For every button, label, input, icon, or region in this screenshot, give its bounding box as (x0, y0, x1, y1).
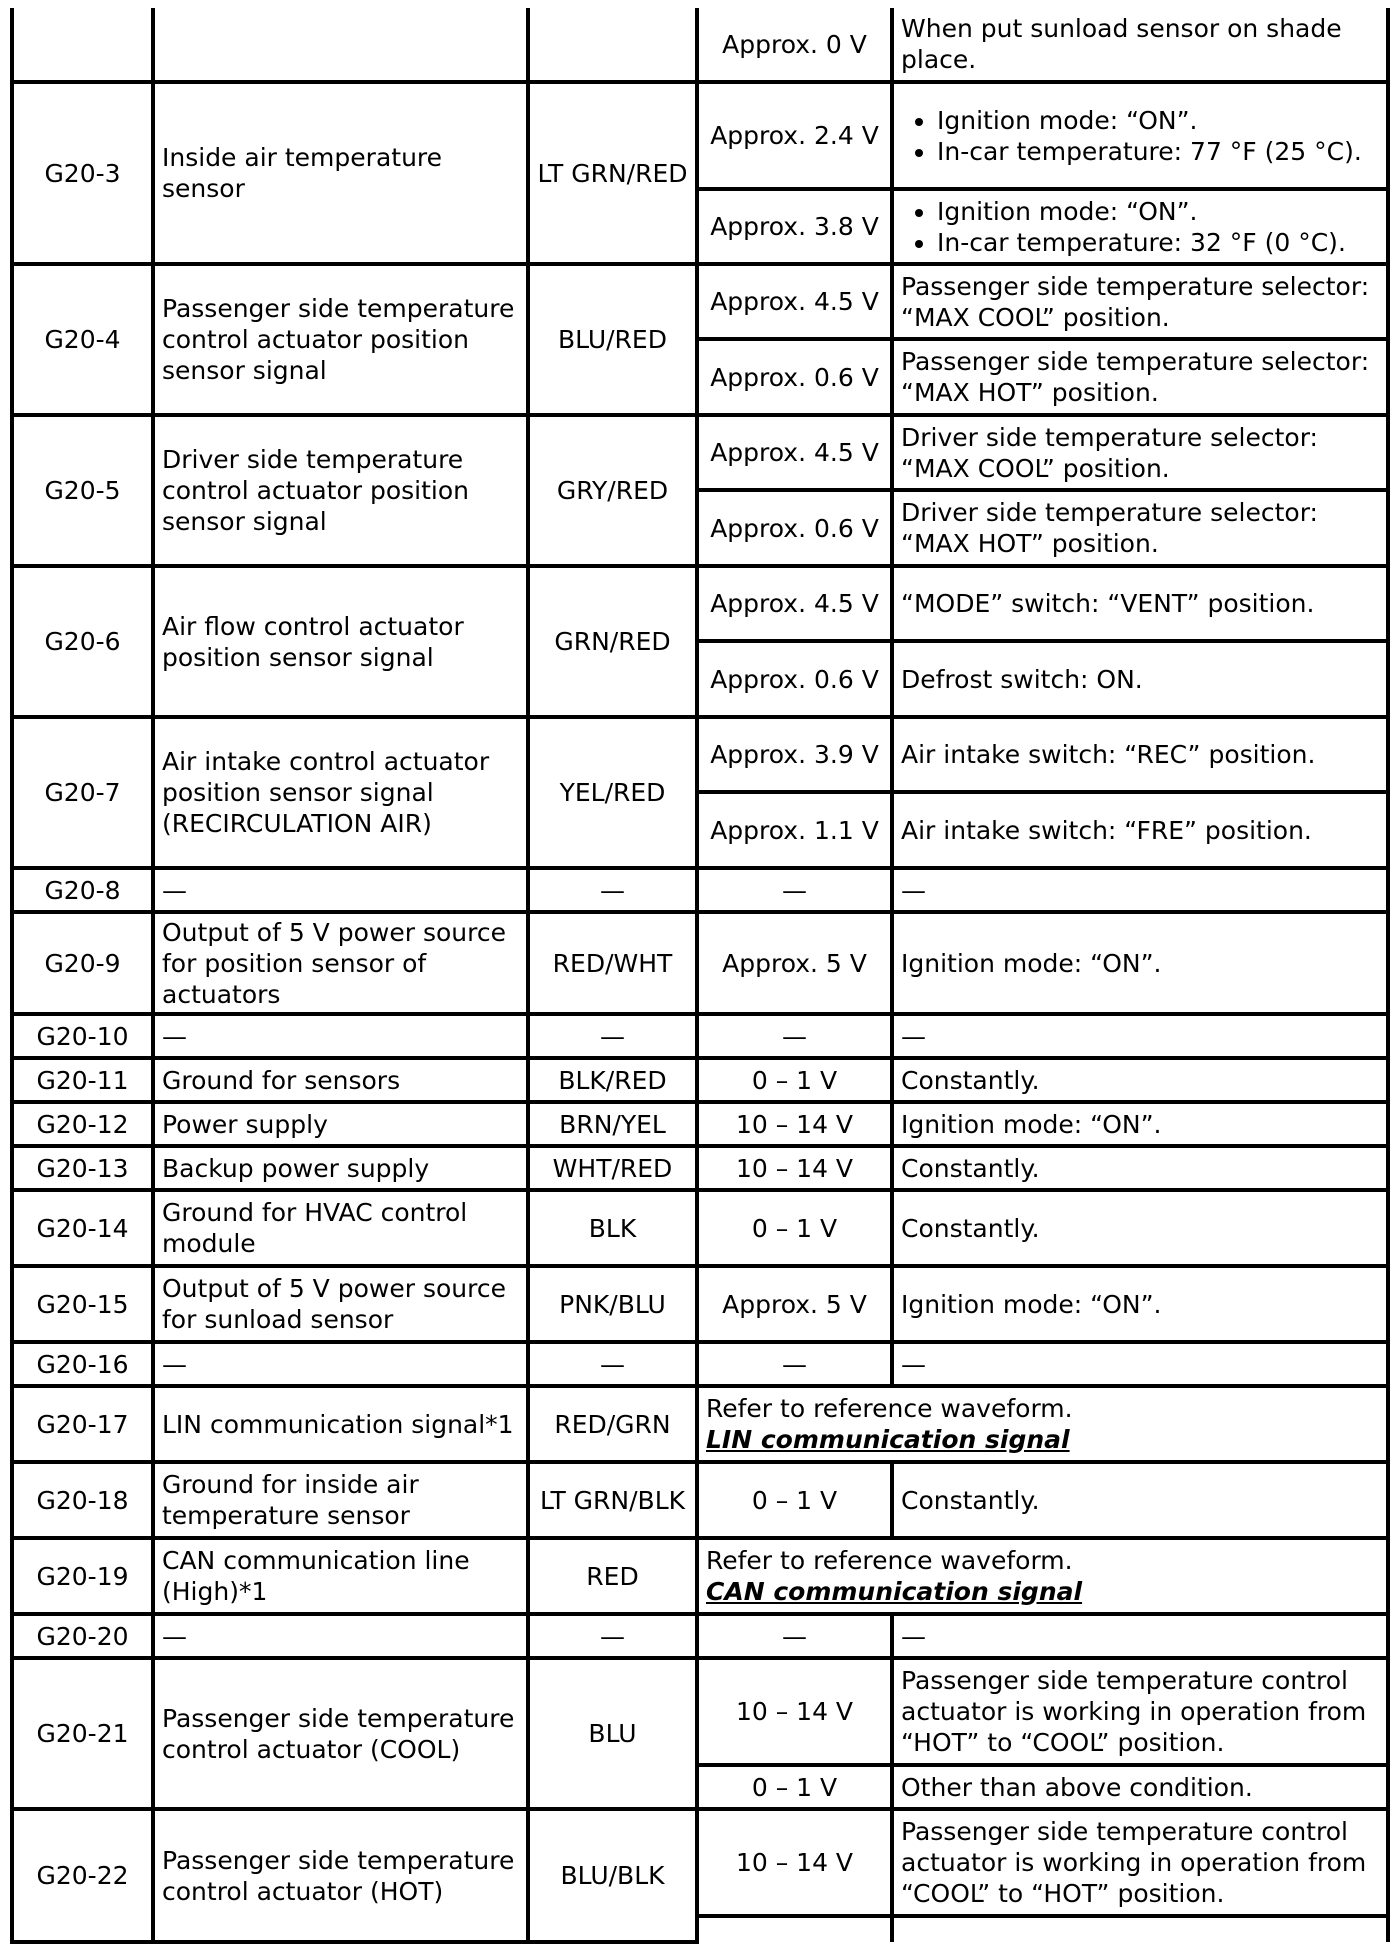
specified-value-cell: Approx. 2.4 V (697, 82, 892, 189)
waveform-link[interactable]: LIN communication signal (706, 1425, 1070, 1454)
condition-cell: Driver side temperature selector: “MAX COOL” position. (892, 415, 1388, 490)
description-cell: Backup power supply (153, 1146, 528, 1190)
terminal-cell: G20-14 (12, 1190, 153, 1266)
table-row (12, 264, 1388, 339)
terminal-spec-table (10, 8, 1390, 1944)
wire-color-cell: GRY/RED (528, 415, 697, 566)
condition-bullet: • In-car temperature: 77 °F (25 °C). (937, 136, 1379, 167)
terminal-cell: G20-20 (12, 1614, 153, 1658)
specified-value-cell: Approx. 4.5 V (697, 566, 892, 641)
specified-value-cell: 10 – 14 V (697, 1809, 892, 1916)
description-cell: Power supply (153, 1102, 528, 1146)
specified-value-cell: — (697, 1614, 892, 1658)
waveform-reference-text: Refer to reference waveform. (706, 1546, 1073, 1575)
wire-color-cell: — (528, 868, 697, 912)
wire-color-cell: BLU/BLK (528, 1809, 697, 1942)
description-cell: LIN communication signal*1 (153, 1386, 528, 1462)
specified-value-cell: Approx. 3.9 V (697, 717, 892, 792)
specified-value-cell: — (697, 868, 892, 912)
condition-cell (892, 1916, 1388, 1942)
waveform-reference-cell (697, 1386, 1388, 1462)
description-cell: Ground for sensors (153, 1058, 528, 1102)
condition-cell: Passenger side temperature control actuator is working in operation from “HOT” to “COOL” position. (892, 1658, 1388, 1765)
description-cell: Passenger side temperature control actuator (HOT) (153, 1809, 528, 1942)
specified-value-cell: 0 – 1 V (697, 1462, 892, 1538)
condition-cell: Passenger side temperature selector: “MAX HOT” position. (892, 339, 1388, 415)
table-row (12, 8, 1388, 82)
condition-cell: Passenger side temperature selector: “MAX COOL” position. (892, 264, 1388, 339)
description-cell: Air flow control actuator position sensor signal (153, 566, 528, 717)
terminal-cell: G20-22 (12, 1809, 153, 1942)
wire-color-cell: LT GRN/BLK (528, 1462, 697, 1538)
description-cell: Output of 5 V power source for position sensor of actuators (153, 912, 528, 1014)
condition-cell (892, 82, 1388, 189)
wire-color-cell: — (528, 1014, 697, 1058)
wire-color-cell: — (528, 1614, 697, 1658)
specified-value-cell: Approx. 0 V (697, 8, 892, 82)
wire-color-cell: BLK (528, 1190, 697, 1266)
table-row (12, 1266, 1388, 1342)
description-cell: Passenger side temperature control actuator position sensor signal (153, 264, 528, 415)
specified-value-cell: 10 – 14 V (697, 1658, 892, 1765)
specified-value-cell: — (697, 1014, 892, 1058)
condition-cell: Passenger side temperature control actuator is working in operation from “COOL” to “HOT” position. (892, 1809, 1388, 1916)
terminal-cell: G20-5 (12, 415, 153, 566)
specified-value-cell: Approx. 0.6 V (697, 641, 892, 717)
table-row (12, 1614, 1388, 1658)
terminal-cell: G20-6 (12, 566, 153, 717)
description-cell: Air intake control actuator position sensor signal (RECIRCULATION AIR) (153, 717, 528, 868)
terminal-cell: G20-16 (12, 1342, 153, 1386)
table-row (12, 1538, 1388, 1614)
description-cell: CAN communication line (High)*1 (153, 1538, 528, 1614)
wire-color-cell: WHT/RED (528, 1146, 697, 1190)
wire-color-cell: BLK/RED (528, 1058, 697, 1102)
wire-color-cell: BRN/YEL (528, 1102, 697, 1146)
wire-color-cell: RED/WHT (528, 912, 697, 1014)
condition-cell: Other than above condition. (892, 1765, 1388, 1809)
specified-value-cell: Approx. 1.1 V (697, 792, 892, 868)
condition-cell: — (892, 1342, 1388, 1386)
description-cell: — (153, 1614, 528, 1658)
terminal-cell: G20-9 (12, 912, 153, 1014)
table-row (12, 82, 1388, 189)
condition-cell: — (892, 1014, 1388, 1058)
condition-bullet-list (901, 105, 1379, 167)
terminal-cell: G20-19 (12, 1538, 153, 1614)
terminal-cell: G20-13 (12, 1146, 153, 1190)
terminal-cell: G20-7 (12, 717, 153, 868)
table-row (12, 1146, 1388, 1190)
condition-bullet: • In-car temperature: 32 °F (0 °C). (937, 227, 1379, 258)
table-row (12, 1809, 1388, 1916)
description-cell (153, 8, 528, 82)
table-row (12, 1102, 1388, 1146)
specified-value-cell: 0 – 1 V (697, 1058, 892, 1102)
terminal-cell: G20-4 (12, 264, 153, 415)
condition-bullet-list (901, 196, 1379, 258)
table-row (12, 717, 1388, 792)
table-row (12, 415, 1388, 490)
condition-bullet: • Ignition mode: “ON”. (937, 105, 1379, 136)
specified-value-cell: Approx. 3.8 V (697, 189, 892, 264)
condition-cell: Constantly. (892, 1462, 1388, 1538)
wire-color-cell: BLU (528, 1658, 697, 1809)
terminal-cell: G20-12 (12, 1102, 153, 1146)
condition-bullet: • Ignition mode: “ON”. (937, 196, 1379, 227)
specified-value-cell: Approx. 5 V (697, 912, 892, 1014)
condition-cell: Air intake switch: “FRE” position. (892, 792, 1388, 868)
condition-cell: Constantly. (892, 1146, 1388, 1190)
specified-value-cell: 10 – 14 V (697, 1102, 892, 1146)
table-body (12, 8, 1388, 1942)
wire-color-cell: BLU/RED (528, 264, 697, 415)
description-cell: Passenger side temperature control actuator (COOL) (153, 1658, 528, 1809)
terminal-cell (12, 8, 153, 82)
condition-cell: Driver side temperature selector: “MAX HOT” position. (892, 490, 1388, 566)
description-cell: Driver side temperature control actuator position sensor signal (153, 415, 528, 566)
description-cell: — (153, 1342, 528, 1386)
terminal-cell: G20-10 (12, 1014, 153, 1058)
terminal-cell: G20-15 (12, 1266, 153, 1342)
condition-cell: “MODE” switch: “VENT” position. (892, 566, 1388, 641)
condition-cell: — (892, 1614, 1388, 1658)
condition-cell: Constantly. (892, 1190, 1388, 1266)
description-cell: Ground for inside air temperature sensor (153, 1462, 528, 1538)
description-cell: Inside air temperature sensor (153, 82, 528, 264)
table-row (12, 1014, 1388, 1058)
description-cell: — (153, 868, 528, 912)
description-cell: — (153, 1014, 528, 1058)
table-row (12, 912, 1388, 1014)
terminal-cell: G20-17 (12, 1386, 153, 1462)
specified-value-cell: — (697, 1342, 892, 1386)
condition-cell: Ignition mode: “ON”. (892, 1102, 1388, 1146)
specified-value-cell: Approx. 0.6 V (697, 490, 892, 566)
wire-color-cell (528, 8, 697, 82)
condition-cell: Defrost switch: ON. (892, 641, 1388, 717)
condition-cell: — (892, 868, 1388, 912)
specified-value-cell: 0 – 1 V (697, 1765, 892, 1809)
waveform-link[interactable]: CAN communication signal (706, 1577, 1083, 1606)
wire-color-cell: PNK/BLU (528, 1266, 697, 1342)
condition-cell: Air intake switch: “REC” position. (892, 717, 1388, 792)
condition-cell: Ignition mode: “ON”. (892, 912, 1388, 1014)
wire-color-cell: YEL/RED (528, 717, 697, 868)
specified-value-cell: Approx. 0.6 V (697, 339, 892, 415)
waveform-reference-text: Refer to reference waveform. (706, 1394, 1073, 1423)
terminal-cell: G20-18 (12, 1462, 153, 1538)
table-row (12, 1190, 1388, 1266)
table-row (12, 1342, 1388, 1386)
table-row (12, 566, 1388, 641)
specified-value-cell: 10 – 14 V (697, 1146, 892, 1190)
condition-cell: Ignition mode: “ON”. (892, 1266, 1388, 1342)
terminal-cell: G20-21 (12, 1658, 153, 1809)
description-cell: Output of 5 V power source for sunload sensor (153, 1266, 528, 1342)
wire-color-cell: LT GRN/RED (528, 82, 697, 264)
terminal-cell: G20-3 (12, 82, 153, 264)
table-row (12, 1462, 1388, 1538)
waveform-reference-cell (697, 1538, 1388, 1614)
condition-cell: When put sunload sensor on shade place. (892, 8, 1388, 82)
wire-color-cell: RED (528, 1538, 697, 1614)
table-row (12, 1386, 1388, 1462)
condition-cell (892, 189, 1388, 264)
wire-color-cell: GRN/RED (528, 566, 697, 717)
specified-value-cell (697, 1916, 892, 1942)
terminal-cell: G20-11 (12, 1058, 153, 1102)
wire-color-cell: RED/GRN (528, 1386, 697, 1462)
description-cell: Ground for HVAC control module (153, 1190, 528, 1266)
specified-value-cell: Approx. 4.5 V (697, 264, 892, 339)
table-row (12, 868, 1388, 912)
specified-value-cell: Approx. 4.5 V (697, 415, 892, 490)
specified-value-cell: 0 – 1 V (697, 1190, 892, 1266)
condition-cell: Constantly. (892, 1058, 1388, 1102)
table-row (12, 1058, 1388, 1102)
terminal-cell: G20-8 (12, 868, 153, 912)
table-row (12, 1658, 1388, 1765)
wire-color-cell: — (528, 1342, 697, 1386)
specified-value-cell: Approx. 5 V (697, 1266, 892, 1342)
